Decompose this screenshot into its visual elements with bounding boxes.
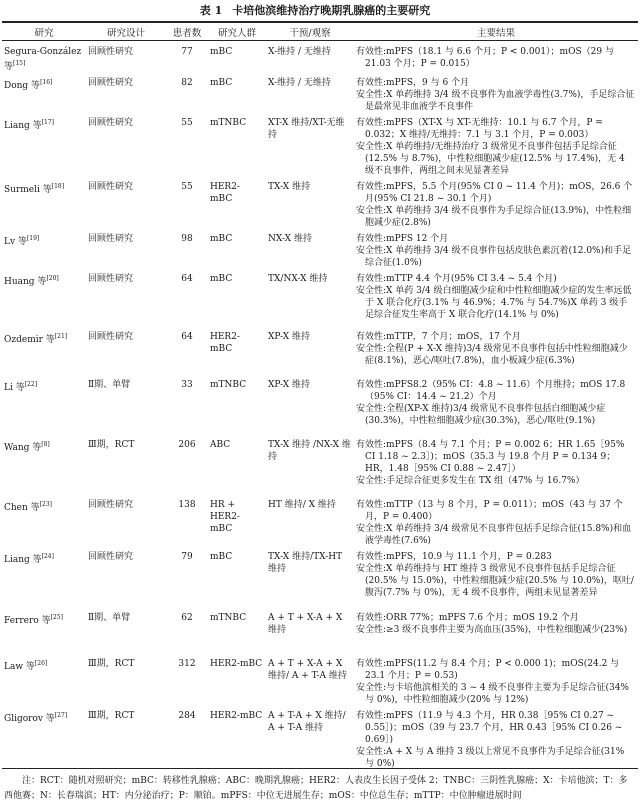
reference-number: [23]	[39, 501, 52, 508]
study-name: Surmeli 等	[4, 185, 52, 195]
results-cell	[354, 327, 638, 375]
study-name: Law 等	[4, 662, 35, 672]
result-line: 有效性:mTTP，7 个月；mOS，17 个月	[356, 332, 521, 342]
results-cell	[354, 42, 638, 73]
population-cell: mBC	[210, 274, 233, 284]
study-name: Ferrero 等	[4, 616, 51, 626]
study-name: Liang 等	[4, 555, 42, 565]
results-cell	[354, 375, 638, 435]
result-line: 有效性:mPFS，10.9 与 11.1 个月，P = 0.283	[356, 552, 552, 562]
intervention-cell: XP-X 维持	[268, 332, 310, 342]
intervention-cell: A + T + X-A + X 维持	[268, 613, 343, 635]
reference-number: [27]	[54, 712, 68, 719]
design-cell: 回顾性研究	[88, 78, 134, 88]
patients-cell: 284	[178, 711, 196, 721]
reference-number: [26]	[34, 660, 48, 667]
study-cell	[2, 177, 86, 229]
intervention-cell: TX/NX-X 维持	[268, 274, 328, 284]
design-cell: Ⅲ期，RCT	[88, 440, 135, 450]
header-patients: 患者数	[172, 28, 202, 39]
study-cell	[2, 269, 86, 327]
result-line: 有效性:mPFS（18.1 与 6.6 个月；P < 0.001）；mOS（29 与 21.03 个月；P = 0.015）	[356, 47, 614, 69]
reference-number: [20]	[46, 275, 59, 282]
table-row	[2, 495, 638, 547]
results-cell	[354, 73, 638, 113]
study-name: Wang 等	[4, 443, 42, 453]
header-intervention: 干预/观察	[289, 28, 331, 39]
reference-number: [19]	[26, 235, 40, 242]
header-population: 研究人群	[217, 28, 256, 39]
design-cell: Ⅲ期，RCT	[88, 711, 135, 721]
study-name: Gligorov 等	[4, 714, 55, 724]
result-line: 安全性:全程(XP-X 维持)3/4 级常见不良事件包括白细胞减少症(30.3%)，中性粒细胞减少症(30.3%)，恶心/呕吐(9.1%)	[356, 404, 606, 426]
reference-number: [18]	[51, 183, 65, 190]
study-name: Liang 等	[4, 121, 42, 131]
study-name: Lv 等	[4, 237, 27, 247]
intervention-cell: X-维持 / 无维持	[268, 78, 331, 88]
reference-number: [22]	[24, 381, 38, 388]
study-name: Li 等	[4, 383, 25, 393]
design-cell: Ⅱ期、单臂	[88, 613, 131, 623]
results-cell	[354, 706, 638, 771]
design-cell: 回顾性研究	[88, 500, 134, 510]
reference-number: [25]	[50, 614, 63, 621]
reference-number: [16]	[40, 79, 53, 86]
study-cell	[2, 42, 86, 73]
study-cell	[2, 375, 86, 435]
result-line: 安全性:手足综合征更多发生在 TX 组（47% 与 16.7%）	[356, 476, 585, 486]
patients-cell: 64	[181, 274, 193, 284]
intervention-cell: A + T-A + X 维持/ A + T-A 维持	[268, 711, 346, 733]
intervention-cell: A + T + X-A + X 维持/ A + T-A 维持	[268, 659, 347, 681]
population-cell: mBC	[210, 234, 233, 244]
patients-cell: 98	[181, 234, 193, 244]
patients-cell: 55	[181, 182, 193, 192]
design-cell: 回顾性研究	[88, 552, 134, 562]
table-caption: 卡培他滨维持治疗晚期乳腺癌的主要研究	[232, 4, 431, 17]
intervention-cell: NX-X 维持	[268, 234, 312, 244]
result-line: 有效性:mPFS（8.4 与 7.1 个月；P = 0.002 6；HR 1.65［95% CI 1.18 ~ 2.3］)；mOS（35.3 与 19.8 个月 P = 0.134 9；HR，1.48［95% CI 0.88 ~ 2.47］）	[356, 440, 625, 474]
patients-cell: 64	[181, 332, 193, 342]
result-line: 有效性:mPFS(11.2 与 8.4 个月；P < 0.000 1)；mOS(24.2 与 23.1 个月；P = 0.53)	[356, 659, 620, 681]
result-line: 安全性:X 单药维持与 HT 维持 3 级常见不良事件包括手足综合征(20.5% 与 15.0%)，中性粒细胞减少症(20.5% 与 10.0%)，呕吐/腹泻(7.7% 与 0%)，无 4 级不良事件，两组未见显著差异	[356, 564, 634, 598]
table-row	[2, 42, 638, 73]
result-line: 有效性:mTTP 4.4 个月(95% CI 3.4 ~ 5.4 个月)	[356, 274, 557, 284]
results-cell	[354, 547, 638, 608]
study-cell	[2, 435, 86, 495]
result-line: 有效性:mPFS8.2（95% CI：4.8 ~ 11.6）个月维持；mOS 17.8（95% CI：14.4 ~ 21.2）个月	[356, 380, 626, 402]
population-cell: ABC	[210, 440, 231, 450]
table-row	[2, 113, 638, 177]
reference-number: [17]	[41, 119, 54, 126]
table-number: 表 1	[199, 4, 223, 17]
design-cell: 回顾性研究	[88, 274, 134, 284]
result-line: 有效性:mPFS（XT-X 与 XT-无维持：10.1 与 6.7 个月，P = 0.032；X 维持/无维持：7.1 与 3.1 个月，P = 0.003）	[356, 118, 603, 140]
result-line: 安全性:X 单药维持 3/4 级常见不良事件包括手足综合征(15.8%)和血液学毒性(7.6%)	[356, 524, 632, 546]
header-results: 主要结果	[476, 28, 515, 39]
reference-number: [8]	[41, 441, 50, 448]
table-row	[2, 269, 638, 327]
results-cell	[354, 495, 638, 547]
study-cell	[2, 113, 86, 177]
table-row	[2, 547, 638, 608]
header-row	[2, 22, 638, 42]
design-cell: 回顾性研究	[88, 332, 134, 342]
population-cell: mTNBC	[210, 613, 247, 623]
patients-cell: 55	[181, 118, 193, 128]
header-study: 研究	[34, 28, 54, 39]
reference-number: [24]	[41, 553, 54, 560]
intervention-cell: XT-X 维持/XT-无维持	[268, 118, 345, 140]
result-line: 安全性:与卡培他滨相关的 3 ~ 4 级不良事件主要为手足综合征(34% 与 0%)，中性粒细胞减少(20% 与 12%)	[356, 683, 629, 705]
results-cell	[354, 113, 638, 177]
study-cell	[2, 608, 86, 654]
result-line: 有效性:ORR 77%；mPFS 7.6 个月；mOS 19.2 个月	[356, 613, 579, 623]
results-cell	[354, 229, 638, 269]
population-cell: HER2- mBC	[210, 332, 240, 354]
patients-cell: 62	[181, 613, 193, 623]
result-line: 有效性:mPFS，5.5 个月(95% CI 0 ~ 11.4 个月)；mOS，26.6 个月(95% CI 21.8 ~ 30.1 个月)	[356, 182, 633, 204]
study-name: Chen 等	[4, 503, 40, 513]
study-name: Ozdemir 等	[4, 335, 55, 345]
results-cell	[354, 435, 638, 495]
design-cell: Ⅱ期、单臂	[88, 380, 131, 390]
population-cell: mBC	[210, 47, 233, 57]
table-row	[2, 73, 638, 113]
result-line: 有效性:mPFS，9 与 6 个月	[356, 78, 470, 88]
table-row	[2, 608, 638, 654]
table-row	[2, 706, 638, 771]
table-row	[2, 177, 638, 229]
result-line: 有效性:mTTP（13 与 8 个月，P = 0.011）；mOS（43 与 37 个月，P = 0.400）	[356, 500, 623, 522]
population-cell: mBC	[210, 552, 233, 562]
population-cell: mTNBC	[210, 380, 247, 390]
table-row	[2, 229, 638, 269]
results-cell	[354, 269, 638, 327]
population-cell: HER2-mBC	[210, 659, 263, 669]
result-line: 有效性:mPFS（11.9 与 4.3 个月，HR 0.38［95% CI 0.27 ~ 0.55］)；mOS（39 与 23.7 个月，HR 0.43［95% CI 0.26 ~ 0.69］)	[356, 711, 623, 745]
study-cell	[2, 547, 86, 608]
patients-cell: 312	[178, 659, 196, 669]
study-cell	[2, 654, 86, 706]
patients-cell: 138	[178, 500, 196, 510]
result-line: 安全性:X 单药维持 3/4 级不良事件包括皮肤色素沉着(12.0%)和手足综合征(1.0%)	[356, 246, 632, 268]
design-cell: 回顾性研究	[88, 234, 134, 244]
results-cell	[354, 177, 638, 229]
study-name: Segura-González 等	[4, 47, 82, 72]
patients-cell: 82	[181, 78, 193, 88]
study-cell	[2, 229, 86, 269]
result-line: 安全性:X 单药维持/无维持治疗 3 级常见不良事件包括手足综合征(12.5% 与 8.7%)，中性粒细胞减少症(12.5% 与 17.4%)，无 4 级不良事件，两组之间未见显著差异	[356, 142, 625, 176]
patients-cell: 79	[181, 552, 193, 562]
reference-number: [21]	[54, 333, 68, 340]
population-cell: mTNBC	[210, 118, 247, 128]
study-name: Dong 等	[4, 81, 41, 91]
result-line: 安全性:≥3 级不良事件主要为高血压(35%)，中性粒细胞减少(23%)	[356, 625, 628, 635]
result-line: 安全性:A + X 与 A 维持 3 级以上常见不良事件为手足综合征(31% 与 0%)	[356, 747, 625, 769]
study-cell	[2, 706, 86, 771]
studies-table	[2, 22, 638, 771]
population-cell: HER2- mBC	[210, 182, 240, 204]
table-row	[2, 327, 638, 375]
design-cell: Ⅲ期，RCT	[88, 659, 135, 669]
study-cell	[2, 73, 86, 113]
header-design: 研究设计	[106, 28, 145, 39]
study-name: Huang 等	[4, 277, 47, 287]
result-line: 安全性:X 单药维持 3/4 级不良事件为血液学毒性(3.7%)，手足综合征是最常见非血液学不良事件	[356, 90, 635, 112]
patients-cell: 77	[181, 47, 193, 57]
population-cell: HR + HER2- mBC	[210, 500, 240, 534]
study-cell	[2, 327, 86, 375]
result-line: 有效性:mPFS 12 个月	[356, 234, 449, 244]
result-line: 安全性:X 单药 3/4 级白细胞减少症和中性粒细胞减少症的发生率远低于 X 联合化疗(3.1% 与 46.9%；4.7% 与 54.7%)X 单药 3 级手足综合征发生率高于 X 联合化疗(14.1% 与 0%)	[356, 286, 632, 320]
patients-cell: 33	[181, 380, 193, 390]
design-cell: 回顾性研究	[88, 182, 134, 192]
intervention-cell: XP-X 维持	[268, 380, 310, 390]
results-cell	[354, 654, 638, 706]
population-cell: HER2-mBC	[210, 711, 263, 721]
table-title	[0, 2, 640, 18]
patients-cell: 206	[178, 440, 196, 450]
intervention-cell: X-维持 / 无维持	[268, 47, 331, 57]
intervention-cell: TX-X 维持	[268, 182, 311, 192]
design-cell: 回顾性研究	[88, 47, 134, 57]
table-row	[2, 654, 638, 706]
population-cell: mBC	[210, 78, 233, 88]
design-cell: 回顾性研究	[88, 118, 134, 128]
table-row	[2, 375, 638, 435]
table-footnote: 注：RCT：随机对照研究；mBC：转移性乳腺癌；ABC：晚期乳腺癌；HER2：人表皮生长因子受体 2；TNBC：三阴性乳腺癌；X：卡培他滨；T：多西他赛；N：长春瑞滨；HT：内分泌治疗；P：顺铂。mPFS：中位无进展生存；mOS：中位总生存；mTTP：中位肿瘤进展时间	[4, 776, 628, 801]
result-line: 安全性:全程(P + X-X 维持)3/4 级常见不良事件包括中性粒细胞减少症(8.1%)，恶心/呕吐(7.8%)，血小板减少症(6.3%)	[356, 344, 628, 366]
intervention-cell: TX-X 维持/TX-HT 维持	[268, 552, 343, 574]
intervention-cell: TX-X 维持 /NX-X 维持	[268, 440, 351, 462]
result-line: 安全性:X 单药维持 3/4 级不良事件为手足综合征(13.9%)，中性粒细胞减少症(2.8%)	[356, 206, 632, 228]
intervention-cell: HT 维持/ X 维持	[268, 500, 336, 510]
study-cell	[2, 495, 86, 547]
reference-number: [15]	[13, 60, 26, 67]
results-cell	[354, 608, 638, 654]
table-row	[2, 435, 638, 495]
